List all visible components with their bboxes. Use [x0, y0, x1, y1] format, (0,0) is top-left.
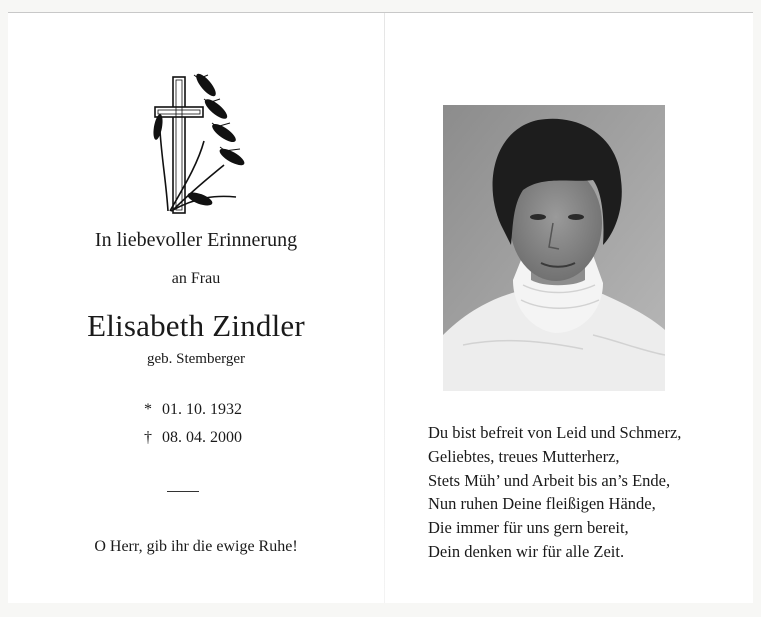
memorial-card	[8, 12, 753, 603]
poem-line: Dein denken wir für alle Zeit.	[428, 541, 625, 561]
portrait-photo	[443, 105, 665, 391]
poem-line: Die immer für uns gern bereit,	[428, 518, 629, 538]
birth-date: 01. 10. 1932	[162, 401, 242, 418]
death-date: 08. 04. 2000	[162, 429, 242, 446]
right-panel	[385, 13, 753, 603]
birth-date-line	[2, 401, 384, 429]
prayer: O Herr, gib ihr die ewige Ruhe!	[94, 538, 298, 555]
left-panel	[8, 13, 384, 603]
salutation: an Frau	[171, 270, 221, 287]
poem-line: Nun ruhen Deine fleißigen Hände,	[428, 494, 656, 514]
death-dagger-icon: †	[144, 429, 152, 446]
memorial-heading: In liebevoller Erinnerung	[94, 229, 298, 251]
poem-line: Du bist befreit von Leid und Schmerz,	[428, 423, 682, 442]
deceased-name: Elisabeth Zindler	[87, 308, 305, 343]
cross-wheat-icon	[146, 71, 246, 216]
death-date-line	[2, 429, 384, 457]
portrait-image	[443, 105, 665, 391]
poem	[428, 421, 738, 564]
poem-line: Stets Müh’ und Arbeit bis an’s Ende,	[428, 470, 671, 490]
birth-star-icon: *	[144, 401, 152, 418]
life-dates	[8, 401, 384, 457]
maiden-name: geb. Stemberger	[146, 351, 246, 367]
divider	[167, 491, 199, 492]
poem-line: Geliebtes, treues Mutterherz,	[428, 446, 620, 466]
